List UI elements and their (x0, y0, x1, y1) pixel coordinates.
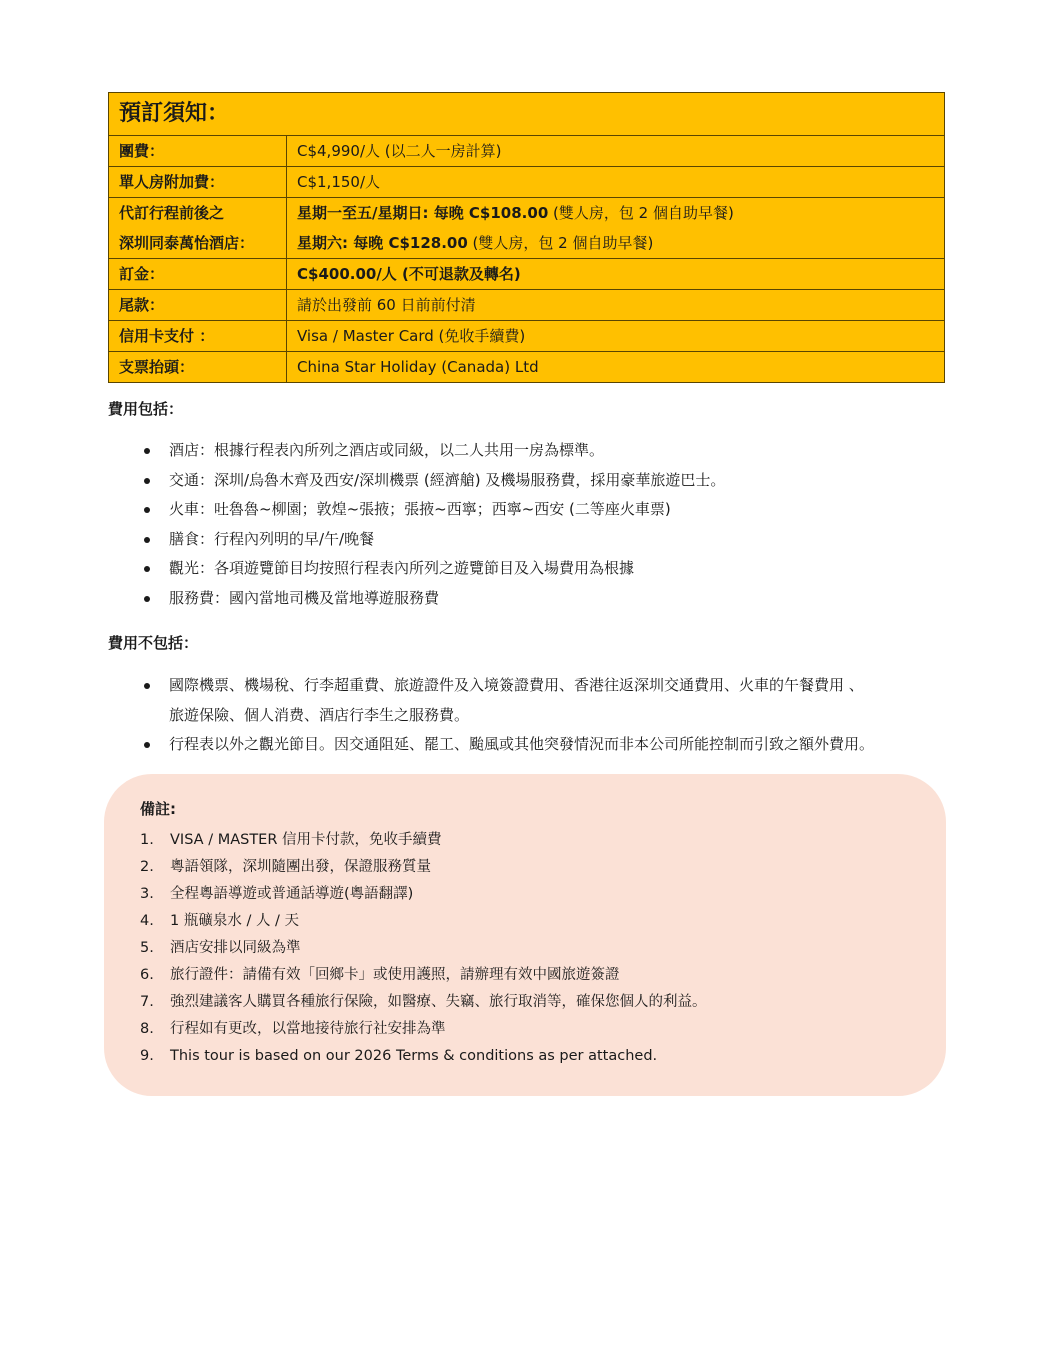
list-item (140, 989, 707, 1016)
note-text: 全程粵語導遊或普通話導遊(粵語翻譯) (170, 886, 414, 902)
note-text: VISA / MASTER 信用卡付款，免收手續費 (170, 832, 442, 848)
excluded-list (140, 671, 874, 760)
list-item (140, 881, 707, 908)
list-item: 服務費：國內當地司機及當地導遊服務費 (140, 584, 725, 614)
table-row (109, 259, 945, 290)
fee-label: 團費： (109, 136, 287, 167)
note-number: 3. (140, 886, 154, 902)
hotel-rate-weekday-bold: 星期一至五/星期日: 每晚 C$108.00 (297, 204, 549, 222)
hotel-rate-weekday-rest: (雙人房，包 2 個自助早餐) (548, 204, 734, 222)
excluded-item1-line2: 旅遊保險、個人消费、酒店行李生之服務費。 (169, 705, 470, 724)
balance-value: 請於出發前 60 日前前付清 (287, 290, 945, 321)
list-item (140, 671, 874, 730)
note-text: 旅行證件：請備有效「回鄉卡」或使用護照，請辦理有效中國旅遊簽證 (170, 967, 620, 983)
excluded-item1-line1: 國際機票、機場稅、行李超重費、旅遊證件及入境簽證費用、香港往返深圳交通費用、火車的午餐費用 、 (169, 676, 864, 694)
cheque-payee-label: 支票抬頭： (109, 352, 287, 383)
notes-title: 備註: (140, 800, 176, 818)
note-number: 5. (140, 940, 154, 956)
notes-box (104, 774, 946, 1096)
note-number: 1. (140, 832, 154, 848)
booking-title: 預訂須知： (109, 93, 945, 136)
note-number: 9. (140, 1048, 154, 1064)
deposit-value: C$400.00/人 (不可退款及轉名) (287, 259, 945, 290)
note-text: This tour is based on our 2026 Terms & conditions as per attached. (170, 1048, 658, 1064)
list-item (140, 1043, 707, 1070)
hotel-value (287, 198, 945, 259)
table-row (109, 321, 945, 352)
note-text: 行程如有更改，以當地接待旅行社安排為準 (170, 1021, 446, 1037)
note-text: 酒店安排以同級為準 (170, 940, 301, 956)
single-supplement-label: 單人房附加費： (109, 167, 287, 198)
notes-list (140, 827, 707, 1070)
table-row (109, 136, 945, 167)
credit-card-label: 信用卡支付 ： (109, 321, 287, 352)
note-number: 7. (140, 994, 154, 1010)
list-item: 交通：深圳/烏魯木齊及西安/深圳機票 (經濟艙) 及機場服務費，採用豪華旅遊巴士。 (140, 466, 725, 496)
list-item (140, 1016, 707, 1043)
table-row (109, 290, 945, 321)
hotel-rate-saturday (297, 228, 934, 258)
list-item (140, 908, 707, 935)
note-text: 強烈建議客人購買各種旅行保險，如醫療、失竊、旅行取消等，確保您個人的利益。 (170, 994, 707, 1010)
excluded-heading: 費用不包括： (108, 634, 199, 652)
hotel-label-line1: 代訂行程前後之 (119, 204, 225, 222)
note-number: 2. (140, 859, 154, 875)
table-row (109, 352, 945, 383)
note-text: 1 瓶礦泉水 / 人 / 天 (170, 913, 300, 929)
list-item (140, 935, 707, 962)
fee-value: C$4,990/人 (以二人一房計算) (287, 136, 945, 167)
list-item: 行程表以外之觀光節目。因交通阻延、罷工、颱風或其他突發情況而非本公司所能控制而引致之額外費用。 (140, 730, 874, 760)
credit-card-value: Visa / Master Card (免收手續費) (287, 321, 945, 352)
hotel-rate-saturday-bold: 星期六: 每晚 C$128.00 (297, 234, 468, 252)
balance-label: 尾款： (109, 290, 287, 321)
list-item (140, 827, 707, 854)
note-number: 6. (140, 967, 154, 983)
cheque-payee-value: China Star Holiday (Canada) Ltd (287, 352, 945, 383)
list-item: 觀光：各項遊覽節目均按照行程表內所列之遊覽節目及入場費用為根據 (140, 554, 725, 584)
included-heading: 費用包括： (108, 400, 184, 418)
table-row (109, 198, 945, 259)
list-item: 酒店：根據行程表內所列之酒店或同級，以二人共用一房為標準。 (140, 436, 725, 466)
list-item (140, 962, 707, 989)
note-number: 4. (140, 913, 154, 929)
hotel-rate-saturday-rest: (雙人房，包 2 個自助早餐) (467, 234, 654, 252)
note-number: 8. (140, 1021, 154, 1037)
hotel-rate-weekday (297, 198, 934, 228)
hotel-label (109, 198, 287, 259)
included-list (140, 436, 725, 613)
note-text: 粵語領隊，深圳隨團出發，保證服務質量 (170, 859, 431, 875)
deposit-label: 訂金： (109, 259, 287, 290)
booking-info-table (108, 92, 945, 383)
list-item: 膳食：行程內列明的早/午/晚餐 (140, 525, 725, 555)
list-item (140, 854, 707, 881)
table-row (109, 167, 945, 198)
list-item: 火車：吐魯魯~柳園；敦煌~張掖；張掖~西寧；西寧~西安 (二等座火車票) (140, 495, 725, 525)
single-supplement-value: C$1,150/人 (287, 167, 945, 198)
hotel-label-line2: 深圳同泰萬怡酒店： (119, 234, 255, 252)
